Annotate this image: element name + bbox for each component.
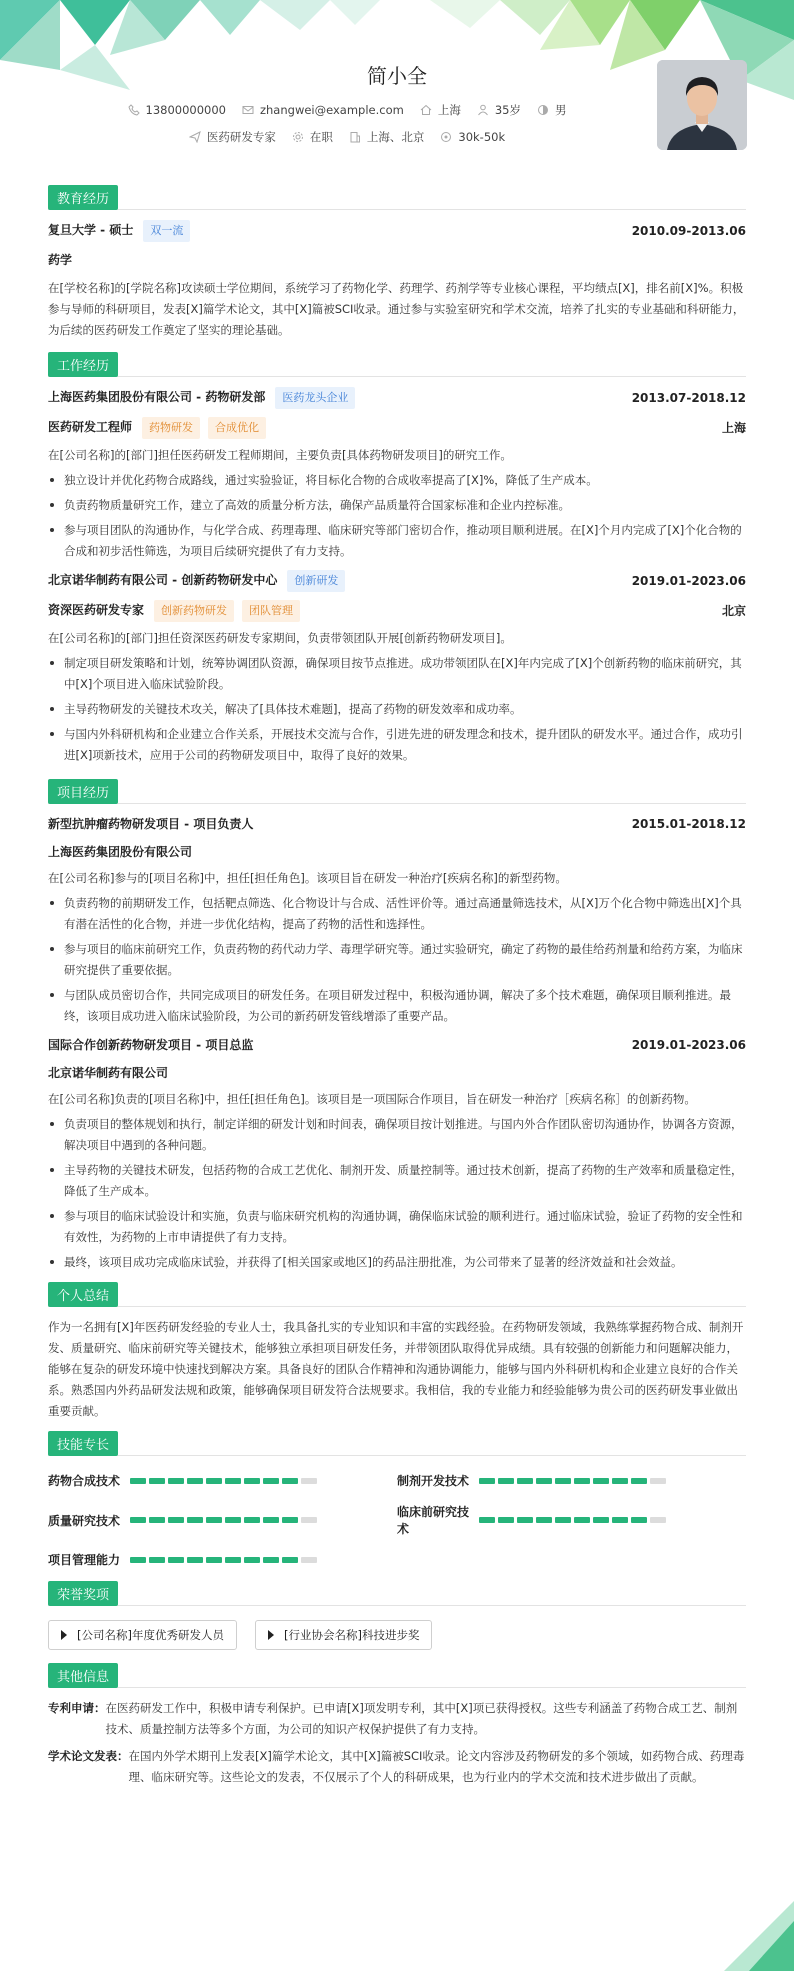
skill-bar-segment <box>187 1478 203 1484</box>
awards-list <box>48 1616 746 1652</box>
skills-grid <box>48 1466 746 1572</box>
project-intro: 在[公司名称]负责的[项目名称]中，担任[担任角色]。该项目是一项国际合作项目，旨在研发一种治疗［疾病名称］的创新药物。 <box>48 1092 696 1106</box>
phone-item <box>128 103 226 117</box>
section-title: 教育经历 <box>48 185 118 210</box>
skill-bar-segment <box>574 1517 590 1523</box>
skill-bar-segment <box>263 1517 279 1523</box>
skill-bar-segment <box>187 1517 203 1523</box>
skill-bar-segment <box>263 1557 279 1563</box>
school-tag: 双一流 <box>143 220 190 242</box>
project-bullets <box>48 893 746 1027</box>
skill-bar-segment <box>517 1478 533 1484</box>
skill-level-bar <box>130 1557 317 1563</box>
school: 复旦大学 - 硕士 <box>48 223 134 237</box>
skill-bar-segment <box>536 1478 552 1484</box>
contact-line <box>98 102 596 118</box>
play-icon <box>268 1630 274 1640</box>
skill-bar-segment <box>517 1517 533 1523</box>
skill-item <box>397 1472 746 1489</box>
skill-name: 制剂开发技术 <box>397 1474 470 1488</box>
play-icon <box>61 1630 67 1640</box>
skill-item <box>397 1503 746 1537</box>
list-item: 主导药物的关键技术研发，包括药物的合成工艺优化、制剂开发、质量控制等。通过技术创新，提高了药物的生产效率和质量稳定性，降低了生产成本。 <box>48 1160 746 1202</box>
work-role-row <box>48 417 746 439</box>
skill-bar-segment <box>301 1557 317 1563</box>
other-value: 在医药研发工作中，积极申请专利保护。已申请[X]项发明专利，其中[X]项已获得授权。这些专利涵盖了药物合成工艺、制剂技术、质量控制方法等多个方面，为公司的知识产权保护提供了有力支持。 <box>105 1701 738 1736</box>
footer-decoration <box>724 1901 794 1971</box>
skill-bar-segment <box>225 1517 241 1523</box>
send-icon <box>189 131 201 143</box>
work-location: 北京 <box>721 604 746 618</box>
project-item <box>48 1035 746 1273</box>
project-date: 2019.01-2023.06 <box>631 1038 746 1052</box>
skill-bar-segment <box>225 1478 241 1484</box>
project-date: 2015.01-2018.12 <box>631 817 746 831</box>
other-item <box>48 1698 746 1740</box>
award-item <box>48 1620 237 1650</box>
target-city-item <box>349 129 425 145</box>
section-header <box>48 186 746 210</box>
work-date: 2019.01-2023.06 <box>631 574 746 588</box>
skill-level-bar <box>130 1478 317 1484</box>
section-header <box>48 780 746 804</box>
skill-bar-segment <box>206 1557 222 1563</box>
skill-bar-segment <box>206 1478 222 1484</box>
candidate-name: 简小全 <box>367 64 427 88</box>
skill-bar-segment <box>631 1478 647 1484</box>
role-tag: 创新药物研发 <box>154 600 234 622</box>
work-bullets <box>48 653 746 766</box>
role-tag: 药物研发 <box>142 417 200 439</box>
summary-section <box>48 1283 746 1422</box>
work-intro: 在[公司名称]的[部门]担任资深医药研发专家期间，负责带领团队开展[创新药物研发项目]。 <box>48 631 512 645</box>
avatar <box>657 60 747 150</box>
salary-text: 30k-50k <box>458 130 506 144</box>
skill-bar-segment <box>479 1478 495 1484</box>
phone-text: 13800000000 <box>145 103 226 117</box>
section-title: 个人总结 <box>48 1282 118 1307</box>
salary-item <box>440 130 505 144</box>
skill-bar-segment <box>555 1517 571 1523</box>
work-company-row <box>48 387 746 409</box>
award-text: [公司名称]年度优秀研发人员 <box>77 1628 224 1642</box>
company: 上海医药集团股份有限公司 - 药物研发部 <box>48 390 266 404</box>
skill-bar-segment <box>168 1478 184 1484</box>
list-item: 与团队成员密切合作，共同完成项目的研发任务。在项目研发过程中，积极沟通协调，解决了多个技术难题，确保项目顺利推进。最终，该项目成功进入临床试验阶段，为公司的新药研发管线增添了重要产品。 <box>48 985 746 1027</box>
section-header <box>48 1582 746 1606</box>
project-title-row <box>48 814 746 834</box>
job-target-item <box>189 129 276 145</box>
person-icon <box>477 104 489 116</box>
skill-bar-segment <box>479 1517 495 1523</box>
work-company-row <box>48 570 746 592</box>
job-target-text: 医药研发专家 <box>206 130 276 144</box>
coin-icon <box>440 131 452 143</box>
skill-bar-segment <box>244 1478 260 1484</box>
work-bullets <box>48 470 746 562</box>
skill-bar-segment <box>498 1517 514 1523</box>
skill-bar-segment <box>168 1517 184 1523</box>
list-item: 主导药物研发的关键技术攻关，解决了[具体技术难题]，提高了药物的研发效率和成功率。 <box>48 699 746 720</box>
section-title: 荣誉奖项 <box>48 1581 118 1606</box>
skills-section <box>48 1432 746 1572</box>
skill-name: 质量研究技术 <box>48 1513 121 1528</box>
skill-name: 临床前研究技术 <box>397 1505 470 1536</box>
section-title: 技能专长 <box>48 1431 118 1456</box>
section-title: 项目经历 <box>48 779 118 804</box>
skill-bar-segment <box>168 1557 184 1563</box>
skill-level-bar <box>479 1478 666 1484</box>
gender-text: 男 <box>554 103 567 117</box>
building-icon <box>349 131 361 143</box>
work-date: 2013.07-2018.12 <box>631 391 746 405</box>
skill-item <box>48 1472 397 1489</box>
email-item <box>242 103 404 117</box>
company-tag: 创新研发 <box>287 570 345 592</box>
skill-bar-segment <box>263 1478 279 1484</box>
skill-bar-segment <box>244 1557 260 1563</box>
skill-bar-segment <box>206 1517 222 1523</box>
gear-icon <box>292 131 304 143</box>
other-section <box>48 1664 746 1788</box>
city-item <box>420 102 461 118</box>
work-item <box>48 570 746 766</box>
education-date: 2010.09-2013.06 <box>631 224 746 238</box>
profile-photo <box>657 60 747 150</box>
home-icon <box>420 104 432 116</box>
other-key: 学术论文发表： <box>48 1749 129 1763</box>
other-item <box>48 1746 746 1788</box>
skill-bar-segment <box>650 1517 666 1523</box>
education-section <box>48 186 746 341</box>
project-title-row <box>48 1035 746 1055</box>
section-title: 工作经历 <box>48 352 118 377</box>
city-text: 上海 <box>437 103 461 117</box>
skill-bar-segment <box>149 1478 165 1484</box>
project-org: 上海医药集团股份有限公司 <box>48 845 193 859</box>
skill-bar-segment <box>130 1557 146 1563</box>
work-intro: 在[公司名称]的[部门]担任医药研发工程师期间，主要负责[具体药物研发项目]的研究工作。 <box>48 448 512 462</box>
gender-item <box>537 102 567 118</box>
skill-bar-segment <box>536 1517 552 1523</box>
skill-bar-segment <box>593 1517 609 1523</box>
list-item: 参与项目的临床前研究工作，负责药物的药代动力学、毒理学研究等。通过实验研究，确定了药物的最佳给药剂量和给药方案，为临床研究提供了重要依据。 <box>48 939 746 981</box>
resume-header <box>48 0 746 186</box>
gender-icon <box>537 104 549 116</box>
role: 资深医药研发专家 <box>48 603 145 617</box>
skill-bar-segment <box>130 1517 146 1523</box>
skill-bar-segment <box>650 1478 666 1484</box>
age-item <box>477 102 521 118</box>
list-item: 最终，该项目成功完成临床试验，并获得了[相关国家或地区]的药品注册批准，为公司带来了显著的经济效益和社会效益。 <box>48 1252 746 1273</box>
list-item: 制定项目研发策略和计划，统筹协调团队资源，确保项目按节点推进。成功带领团队在[X]年内完成了[X]个创新药物的临床前研究，其中[X]个项目进入临床试验阶段。 <box>48 653 746 695</box>
project-org: 北京诺华制药有限公司 <box>48 1066 169 1080</box>
phone-icon <box>128 104 140 116</box>
skill-bar-segment <box>244 1517 260 1523</box>
project-item <box>48 814 746 1027</box>
skill-bar-segment <box>282 1517 298 1523</box>
skill-level-bar <box>130 1517 317 1523</box>
project-title: 国际合作创新药物研发项目 - 项目总监 <box>48 1038 254 1052</box>
status-item <box>292 129 333 145</box>
skill-bar-segment <box>149 1557 165 1563</box>
skill-bar-segment <box>498 1478 514 1484</box>
project-title: 新型抗肿瘤药物研发项目 - 项目负责人 <box>48 817 254 831</box>
other-value: 在国内外学术期刊上发表[X]篇学术论文，其中[X]篇被SCI收录。论文内容涉及药物研发的多个领域，如药物合成、药理毒理、临床研究等。这些论文的发表，不仅展示了个人的科研成果，也为行业内的学术交流和技术进步做出了贡献。 <box>128 1749 745 1784</box>
email-icon <box>242 104 254 116</box>
other-key: 专利申请： <box>48 1701 106 1715</box>
skill-bar-segment <box>593 1478 609 1484</box>
age-text: 35岁 <box>494 103 521 117</box>
project-bullets <box>48 1114 746 1273</box>
skill-name: 项目管理能力 <box>48 1553 121 1567</box>
skill-bar-segment <box>225 1557 241 1563</box>
target-city-text: 上海、北京 <box>366 130 425 144</box>
skill-name: 药物合成技术 <box>48 1474 121 1488</box>
list-item: 与国内外科研机构和企业建立合作关系，开展技术交流与合作，引进先进的研发理念和技术，提升团队的研发水平。通过合作，成功引进[X]项新技术，应用于公司的药物研发项目中，取得了良好的效果。 <box>48 724 746 766</box>
project-intro: 在[公司名称]参与的[项目名称]中，担任[担任角色]。该项目旨在研发一种治疗[疾病名称]的新型药物。 <box>48 871 567 885</box>
skill-bar-segment <box>130 1478 146 1484</box>
work-role-row <box>48 600 746 622</box>
email-text: zhangwei@example.com <box>259 103 404 117</box>
work-item <box>48 387 746 562</box>
list-item: 独立设计并优化药物合成路线，通过实验验证，将目标化合物的合成收率提高了[X]%，降低了生产成本。 <box>48 470 746 491</box>
list-item: 负责项目的整体规划和执行，制定详细的研发计划和时间表，确保项目按计划推进。与国内外合作团队密切沟通协作，协调各方资源，解决项目中遇到的各种问题。 <box>48 1114 746 1156</box>
list-item: 负责药物的前期研发工作，包括靶点筛选、化合物设计与合成、活性评价等。通过高通量筛选技术，从[X]万个化合物中筛选出[X]个具有潜在活性的化合物，并进一步优化结构，提高了药物的活性和选择性。 <box>48 893 746 935</box>
section-header <box>48 1283 746 1307</box>
job-intent-line <box>98 129 596 145</box>
skill-bar-segment <box>574 1478 590 1484</box>
list-item: 参与项目团队的沟通协作，与化学合成、药理毒理、临床研究等部门密切合作，推动项目顺利进展。在[X]个月内完成了[X]个化合物的合成和初步活性筛选，为项目后续研究提供了有力支持。 <box>48 520 746 562</box>
summary-text: 作为一名拥有[X]年医药研发经验的专业人士，我具备扎实的专业知识和丰富的实践经验。在药物研发领域，我熟练掌握药物合成、制剂开发、质量研究、临床前研究等关键技术，能够独立承担项目研发任务，并带领团队取得优异成绩。具有较强的创新能力和问题解决能力，能够在复杂的研发环境中快速找到解决方案。具备良好的团队合作精神和沟通协调能力，能够与国内外科研机构和企业建立良好的合作关系。熟悉国内外药品研发法规和政策，能够确保项目研发符合法规要求。我相信，我的专业能力和经验能够为贵公司的医药研发事业做出重要贡献。 <box>48 1320 744 1418</box>
skill-bar-segment <box>631 1517 647 1523</box>
skill-bar-segment <box>187 1557 203 1563</box>
skill-bar-segment <box>555 1478 571 1484</box>
skill-bar-segment <box>301 1517 317 1523</box>
skill-bar-segment <box>149 1517 165 1523</box>
education-row <box>48 220 746 242</box>
work-section <box>48 353 746 766</box>
skill-item <box>48 1503 397 1537</box>
role: 医药研发工程师 <box>48 420 133 434</box>
major: 药学 <box>48 253 73 267</box>
section-header <box>48 1432 746 1456</box>
section-header <box>48 353 746 377</box>
role-tag: 合成优化 <box>208 417 266 439</box>
award-text: [行业协会名称]科技进步奖 <box>283 1628 420 1642</box>
section-title: 其他信息 <box>48 1663 118 1688</box>
skill-bar-segment <box>282 1478 298 1484</box>
skill-level-bar <box>479 1517 666 1523</box>
skill-item <box>48 1551 397 1568</box>
skill-bar-segment <box>612 1478 628 1484</box>
role-tag: 团队管理 <box>242 600 300 622</box>
status-text: 在职 <box>309 130 333 144</box>
skill-bar-segment <box>301 1478 317 1484</box>
project-section <box>48 780 746 1273</box>
company: 北京诺华制药有限公司 - 创新药物研发中心 <box>48 573 278 587</box>
award-item <box>255 1620 432 1650</box>
skill-bar-segment <box>282 1557 298 1563</box>
education-desc: 在[学校名称]的[学院名称]攻读硕士学位期间，系统学习了药物化学、药理学、药剂学等专业核心课程，平均绩点[X]，排名前[X]%。积极参与导师的科研项目，发表[X]篇学术论文，其中[X]篇被SCI收录。通过参与实验室研究和学术交流，培养了扎实的专业基础和科研能力，为后续的医药研发工作奠定了坚实的理论基础。 <box>48 281 745 337</box>
work-location: 上海 <box>721 421 746 435</box>
list-item: 参与项目的临床试验设计和实施，负责与临床研究机构的沟通协调，确保临床试验的顺利进行。通过临床试验，验证了药物的安全性和有效性，为药物的上市申请提供了有力支持。 <box>48 1206 746 1248</box>
company-tag: 医药龙头企业 <box>275 387 355 409</box>
list-item: 负责药物质量研究工作，建立了高效的质量分析方法，确保产品质量符合国家标准和企业内控标准。 <box>48 495 746 516</box>
section-header <box>48 1664 746 1688</box>
skill-bar-segment <box>612 1517 628 1523</box>
honors-section <box>48 1582 746 1652</box>
